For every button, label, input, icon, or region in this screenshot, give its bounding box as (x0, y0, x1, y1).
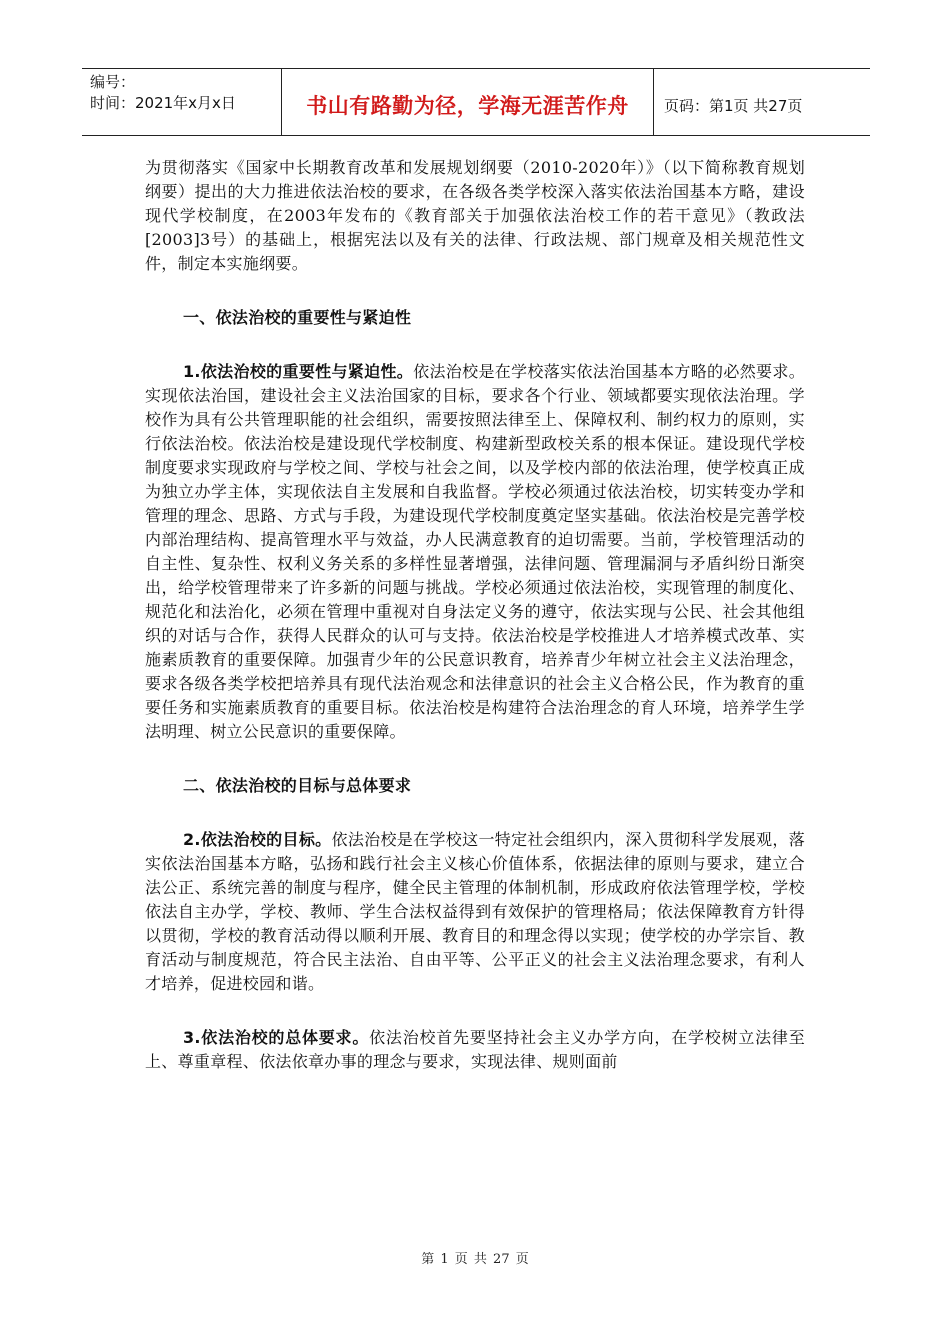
time-label: 时间：2021年x月x日 (90, 94, 236, 112)
number-label: 编号： (90, 73, 136, 91)
paragraph-lead: 1.依法治校的重要性与紧迫性。 (183, 362, 414, 381)
page-footer: 第 1 页 共 27 页 (421, 1252, 529, 1267)
paragraph-text: 依法治校是在学校落实依法治国基本方略的必然要求。实现依法治国，建设社会主义法治国家的目标，要求各个行业、领域都要实现依法治理。学校作为具有公共管理职能的社会组织，需要按照法律至上、保障权利、制约权力的原则，实行依法治校。依法治校是建设现代学校制度、构建新型政校关系的根本保证。建设现代学校制度要求实现政府与学校之间、学校与社会之间，以及学校内部的依法治理，使学校真正成为独立办学主体，实现依法自主发展和自我监督。学校必须通过依法治校，切实转变办学和管理的理念、思路、方式与手段，为建设现代学校制度奠定坚实基础。依法治校是完善学校内部治理结构、提高管理水平与效益，办人民满意教育的迫切需要。当前，学校管理活动的自主性、复杂性、权利义务关系的多样性显著增强，法律问题、管理漏洞与矛盾纠纷日渐突出，给学校管理带来了许多新的问题与挑战。学校必须通过依法治校，实现管理的制度化、规范化和法治化，必须在管理中重视对自身法定义务的遵守，依法实现与公民、社会其他组织的对话与合作，获得人民群众的认可与支持。依法治校是学校推进人才培养模式改革、实施素质教育的重要保障。加强青少年的公民意识教育，培养青少年树立社会主义法治理念，要求各级各类学校把培养具有现代法治观念和法律意识的社会主义合格公民，作为教育的重要任务和实施素质教育的重要目标。依法治校是构建符合法治理念的育人环境，培养学生学法明理、树立公民意识的重要保障。 (145, 362, 805, 741)
document-body (145, 156, 805, 1074)
paragraph (145, 1026, 805, 1074)
paragraph-text: 依法治校首先要坚持社会主义办学方向，在学校树立法律至上、尊重章程、依法依章办事的理念与要求，实现法律、规则面前 (145, 1028, 805, 1071)
section-title: 一、依法治校的重要性与紧迫性 (183, 308, 412, 327)
section-title: 二、依法治校的目标与总体要求 (183, 776, 412, 795)
header-page-info: 页码：第1页 共27页 (664, 96, 803, 115)
paragraph-lead: 2.依法治校的目标。 (183, 830, 332, 849)
paragraph (145, 360, 805, 744)
paragraph (145, 828, 805, 996)
header-motto: 书山有路勤为径，学海无涯苦作舟 (282, 69, 654, 135)
paragraph-text: 依法治校是在学校这一特定社会组织内，深入贯彻科学发展观，落实依法治国基本方略，弘扬和践行社会主义核心价值体系，依据法律的原则与要求，建立合法公正、系统完善的制度与程序，健全民主管理的体制机制，形成政府依法管理学校，学校依法自主办学，学校、教师、学生合法权益得到有效保护的管理格局；依法保障教育方针得以贯彻，学校的教育活动得以顺利开展、教育目的和理念得以实现；使学校的办学宗旨、教育活动与制度规范，符合民主法治、自由平等、公平正义的社会主义法治理念要求，有利人才培养，促进校园和谐。 (145, 830, 806, 993)
document-header (82, 68, 870, 136)
intro-paragraph: 为贯彻落实《国家中长期教育改革和发展规划纲要（2010-2020年）》（以下简称教育规划纲要）提出的大力推进依法治校的要求，在各级各类学校深入落实依法治国基本方略，建设现代学校制度，在2003年发布的《教育部关于加强依法治校工作的若干意见》（教政法[2003]3号）的基础上，根据宪法以及有关的法律、行政法规、部门规章及相关规范性文件，制定本实施纲要。 (145, 158, 805, 273)
header-meta (82, 69, 282, 135)
paragraph-lead: 3.依法治校的总体要求。 (183, 1028, 370, 1047)
